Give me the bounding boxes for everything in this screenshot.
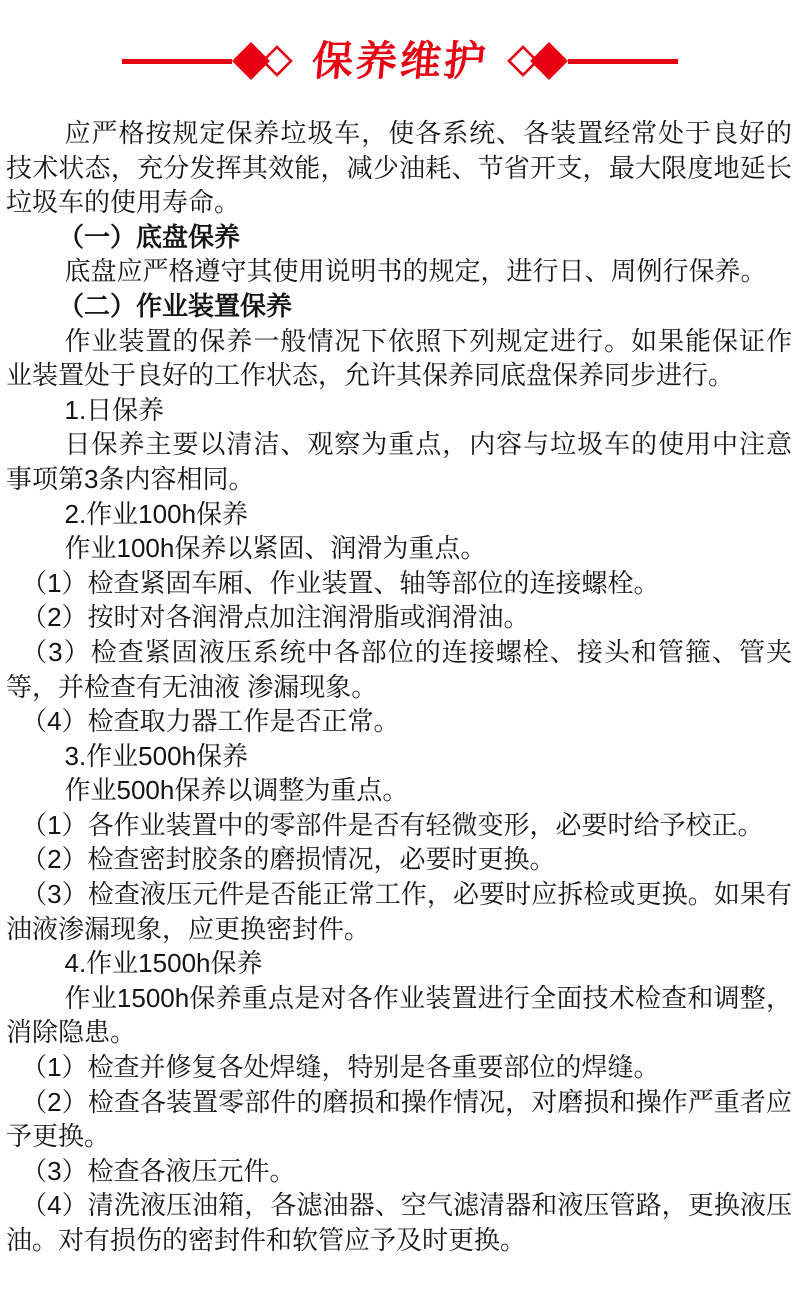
subheading: 2.作业100h保养 — [64, 498, 249, 529]
document-body — [0, 116, 800, 1258]
list-item: （1）检查并修复各处焊缝，特别是各重要部位的焊缝。 — [21, 1052, 660, 1083]
title-rule-right — [568, 59, 678, 64]
section-heading: （一）底盘保养 — [58, 221, 241, 252]
section-heading: （二）作业装置保养 — [58, 290, 293, 321]
list-item: （1）各作业装置中的零部件是否有轻微变形，必要时给予校正。 — [21, 809, 764, 840]
list-item: （2）检查各装置零部件的磨损和操作情况，对磨损和操作严重者应予更换。 — [6, 1086, 792, 1152]
paragraph: 作业1500h保养重点是对各作业装置进行全面技术检查和调整，消除隐患。 — [6, 982, 792, 1048]
list-item: （3）检查液压元件是否能正常工作，必要时应拆检或更换。如果有油液渗漏现象，应更换密封件。 — [6, 879, 792, 944]
list-item: （4）清洗液压油箱，各滤油器、空气滤清器和液压管路，更换液压油。对有损伤的密封件和软管应予及时更换。 — [6, 1190, 792, 1255]
paragraph: 作业装置的保养一般情况下依照下列规定进行。如果能保证作业装置处于良好的工作状态，允许其保养同底盘保养同步进行。 — [6, 325, 792, 391]
paragraph: 应严格按规定保养垃圾车，使各系统、各装置经常处于良好的技术状态，充分发挥其效能，减少油耗、节省开支，最大限度地延长垃圾车的使用寿命。 — [6, 118, 792, 218]
list-item: （3）检查各液压元件。 — [21, 1155, 296, 1186]
paragraph: 作业500h保养以调整为重点。 — [64, 775, 409, 806]
list-item: （2）检查密封胶条的磨损情况，必要时更换。 — [21, 844, 556, 875]
paragraph: 底盘应严格遵守其使用说明书的规定，进行日、周例行保养。 — [64, 256, 767, 287]
list-item: （3）检查紧固液压系统中各部位的连接螺栓、接头和管箍、管夹等，并检查有无油液 渗漏现象。 — [6, 636, 792, 702]
list-item: （2）按时对各润滑点加注润滑脂或润滑油。 — [21, 602, 530, 633]
section-title-bar — [0, 0, 800, 96]
paragraph: 日保养主要以清洁、观察为重点，内容与垃圾车的使用中注意事项第3条内容相同。 — [6, 429, 792, 494]
subheading: 4.作业1500h保养 — [64, 948, 263, 979]
diamond-ornament-left-icon — [232, 38, 298, 84]
list-item: （1）检查紧固车厢、作业装置、轴等部位的连接螺栓。 — [21, 567, 660, 598]
diamond-ornament-right-icon — [502, 38, 568, 84]
subheading: 3.作业500h保养 — [64, 740, 249, 771]
paragraph: 作业100h保养以紧固、润滑为重点。 — [64, 533, 487, 564]
list-item: （4）检查取力器工作是否正常。 — [21, 706, 400, 737]
page-title: 保养维护 — [310, 37, 491, 84]
title-rule-left — [122, 59, 232, 64]
subheading: 1.日保养 — [64, 394, 165, 425]
